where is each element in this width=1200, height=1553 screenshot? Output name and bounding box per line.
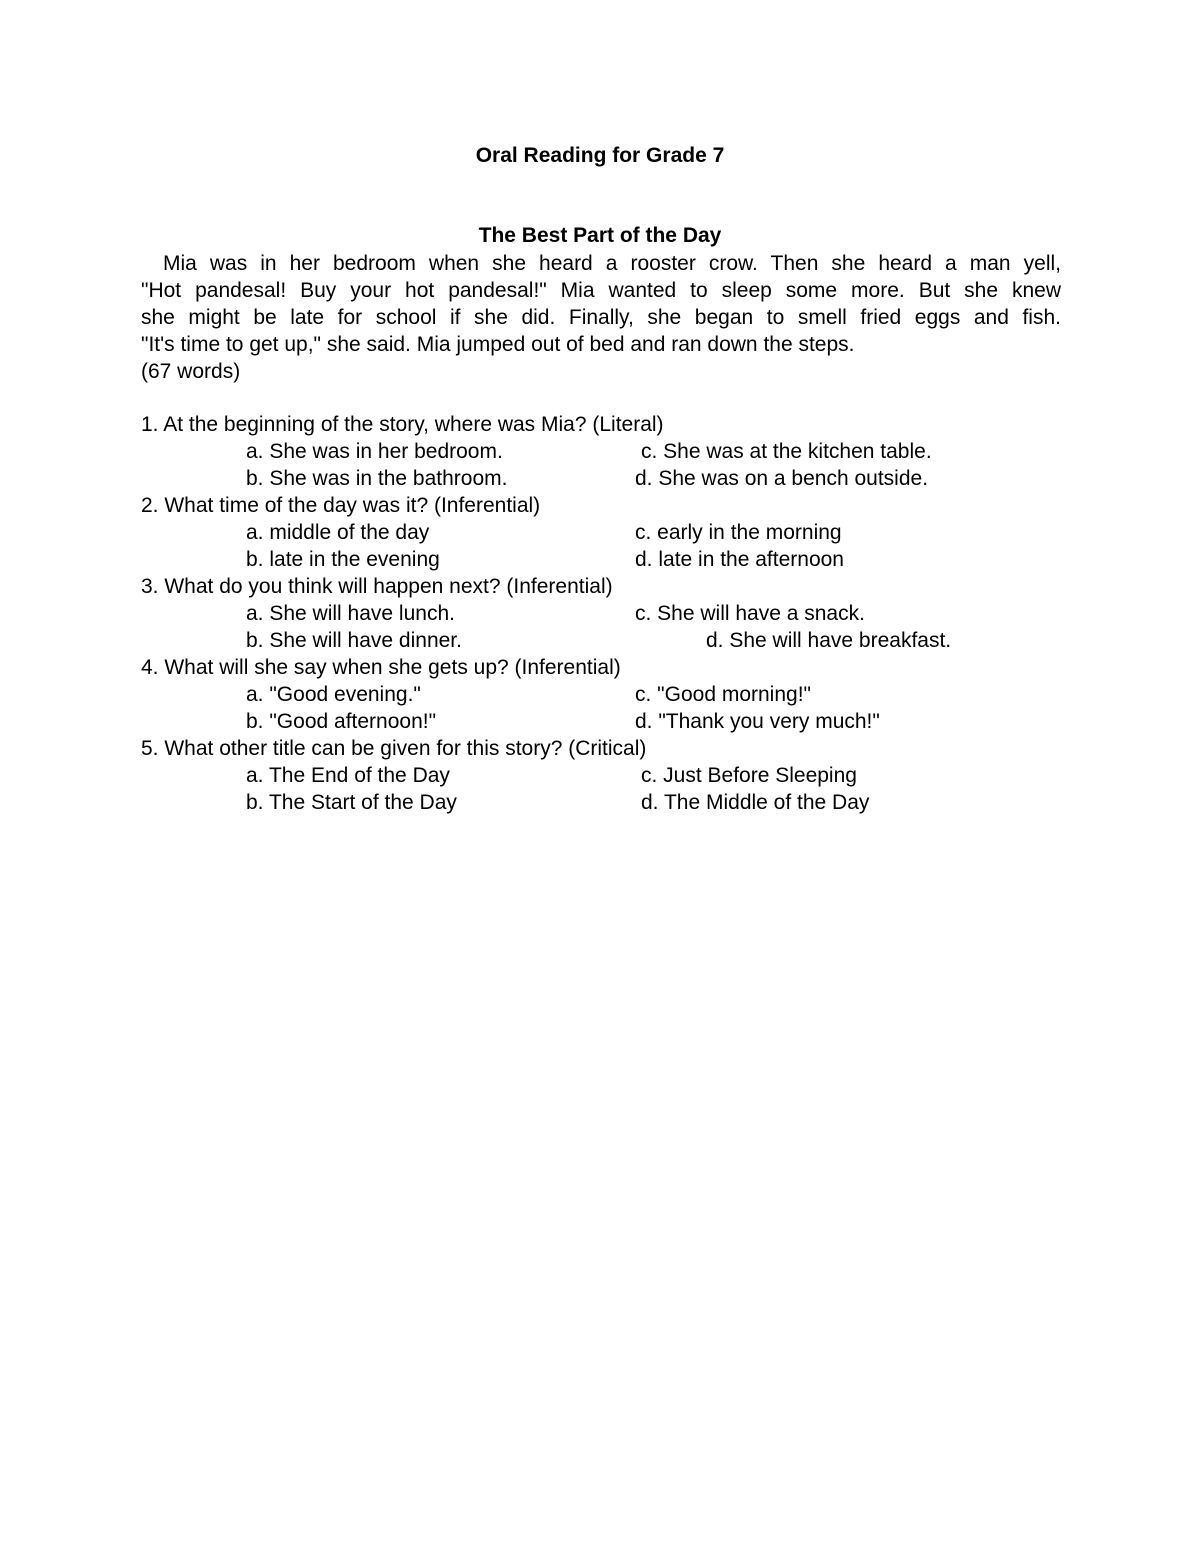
option-row (141, 762, 1061, 789)
option-c: c. "Good morning!" (635, 683, 811, 706)
option-a: a. middle of the day (246, 521, 430, 544)
option-row (141, 627, 1061, 654)
option-c: c. She will have a snack. (635, 602, 865, 625)
option-a: a. She was in her bedroom. (246, 440, 503, 463)
option-d: d. She was on a bench outside. (635, 467, 929, 490)
question-4: 4. What will she say when she gets up? (Inferential) (141, 656, 621, 679)
story-passage (141, 250, 1061, 385)
option-b: b. "Good afternoon!" (246, 710, 437, 733)
option-d: d. "Thank you very much!" (635, 710, 880, 733)
option-c: c. She was at the kitchen table. (641, 440, 932, 463)
word-count: (67 words) (141, 360, 241, 383)
story-line: "It's time to get up," she said. Mia jumped out of bed and ran down the steps. (141, 333, 855, 356)
story-line: Mia was in her bedroom when she heard a rooster crow. Then she heard a man yell, (163, 252, 1061, 275)
option-b: b. late in the evening (246, 548, 440, 571)
question-2: 2. What time of the day was it? (Inferential) (141, 494, 541, 517)
option-row (141, 600, 1061, 627)
story-line: she might be late for school if she did. Finally, she began to smell fried eggs and fish. (141, 306, 1061, 329)
story-title: The Best Part of the Day (478, 224, 722, 247)
question-3: 3. What do you think will happen next? (Inferential) (141, 575, 613, 598)
option-b: b. She was in the bathroom. (246, 467, 508, 490)
document-title: Oral Reading for Grade 7 (475, 144, 725, 167)
option-d: d. The Middle of the Day (641, 791, 870, 814)
question-1: 1. At the beginning of the story, where was Mia? (Literal) (141, 413, 664, 436)
story-line: "Hot pandesal! Buy your hot pandesal!" Mia wanted to sleep some more. But she knew (141, 279, 1061, 302)
option-row (141, 681, 1061, 708)
question-5: 5. What other title can be given for this story? (Critical) (141, 737, 647, 760)
option-c: c. Just Before Sleeping (641, 764, 857, 787)
option-row (141, 519, 1061, 546)
option-b: b. The Start of the Day (246, 791, 457, 814)
option-row (141, 438, 1061, 465)
comprehension-questions (141, 411, 1061, 816)
option-row (141, 789, 1061, 816)
option-a: a. The End of the Day (246, 764, 450, 787)
option-b: b. She will have dinner. (246, 629, 462, 652)
option-row (141, 465, 1061, 492)
option-d: d. She will have breakfast. (706, 629, 952, 652)
option-d: d. late in the afternoon (635, 548, 844, 571)
option-a: a. "Good evening." (246, 683, 421, 706)
option-c: c. early in the morning (635, 521, 842, 544)
option-row (141, 708, 1061, 735)
option-a: a. She will have lunch. (246, 602, 455, 625)
option-row (141, 546, 1061, 573)
